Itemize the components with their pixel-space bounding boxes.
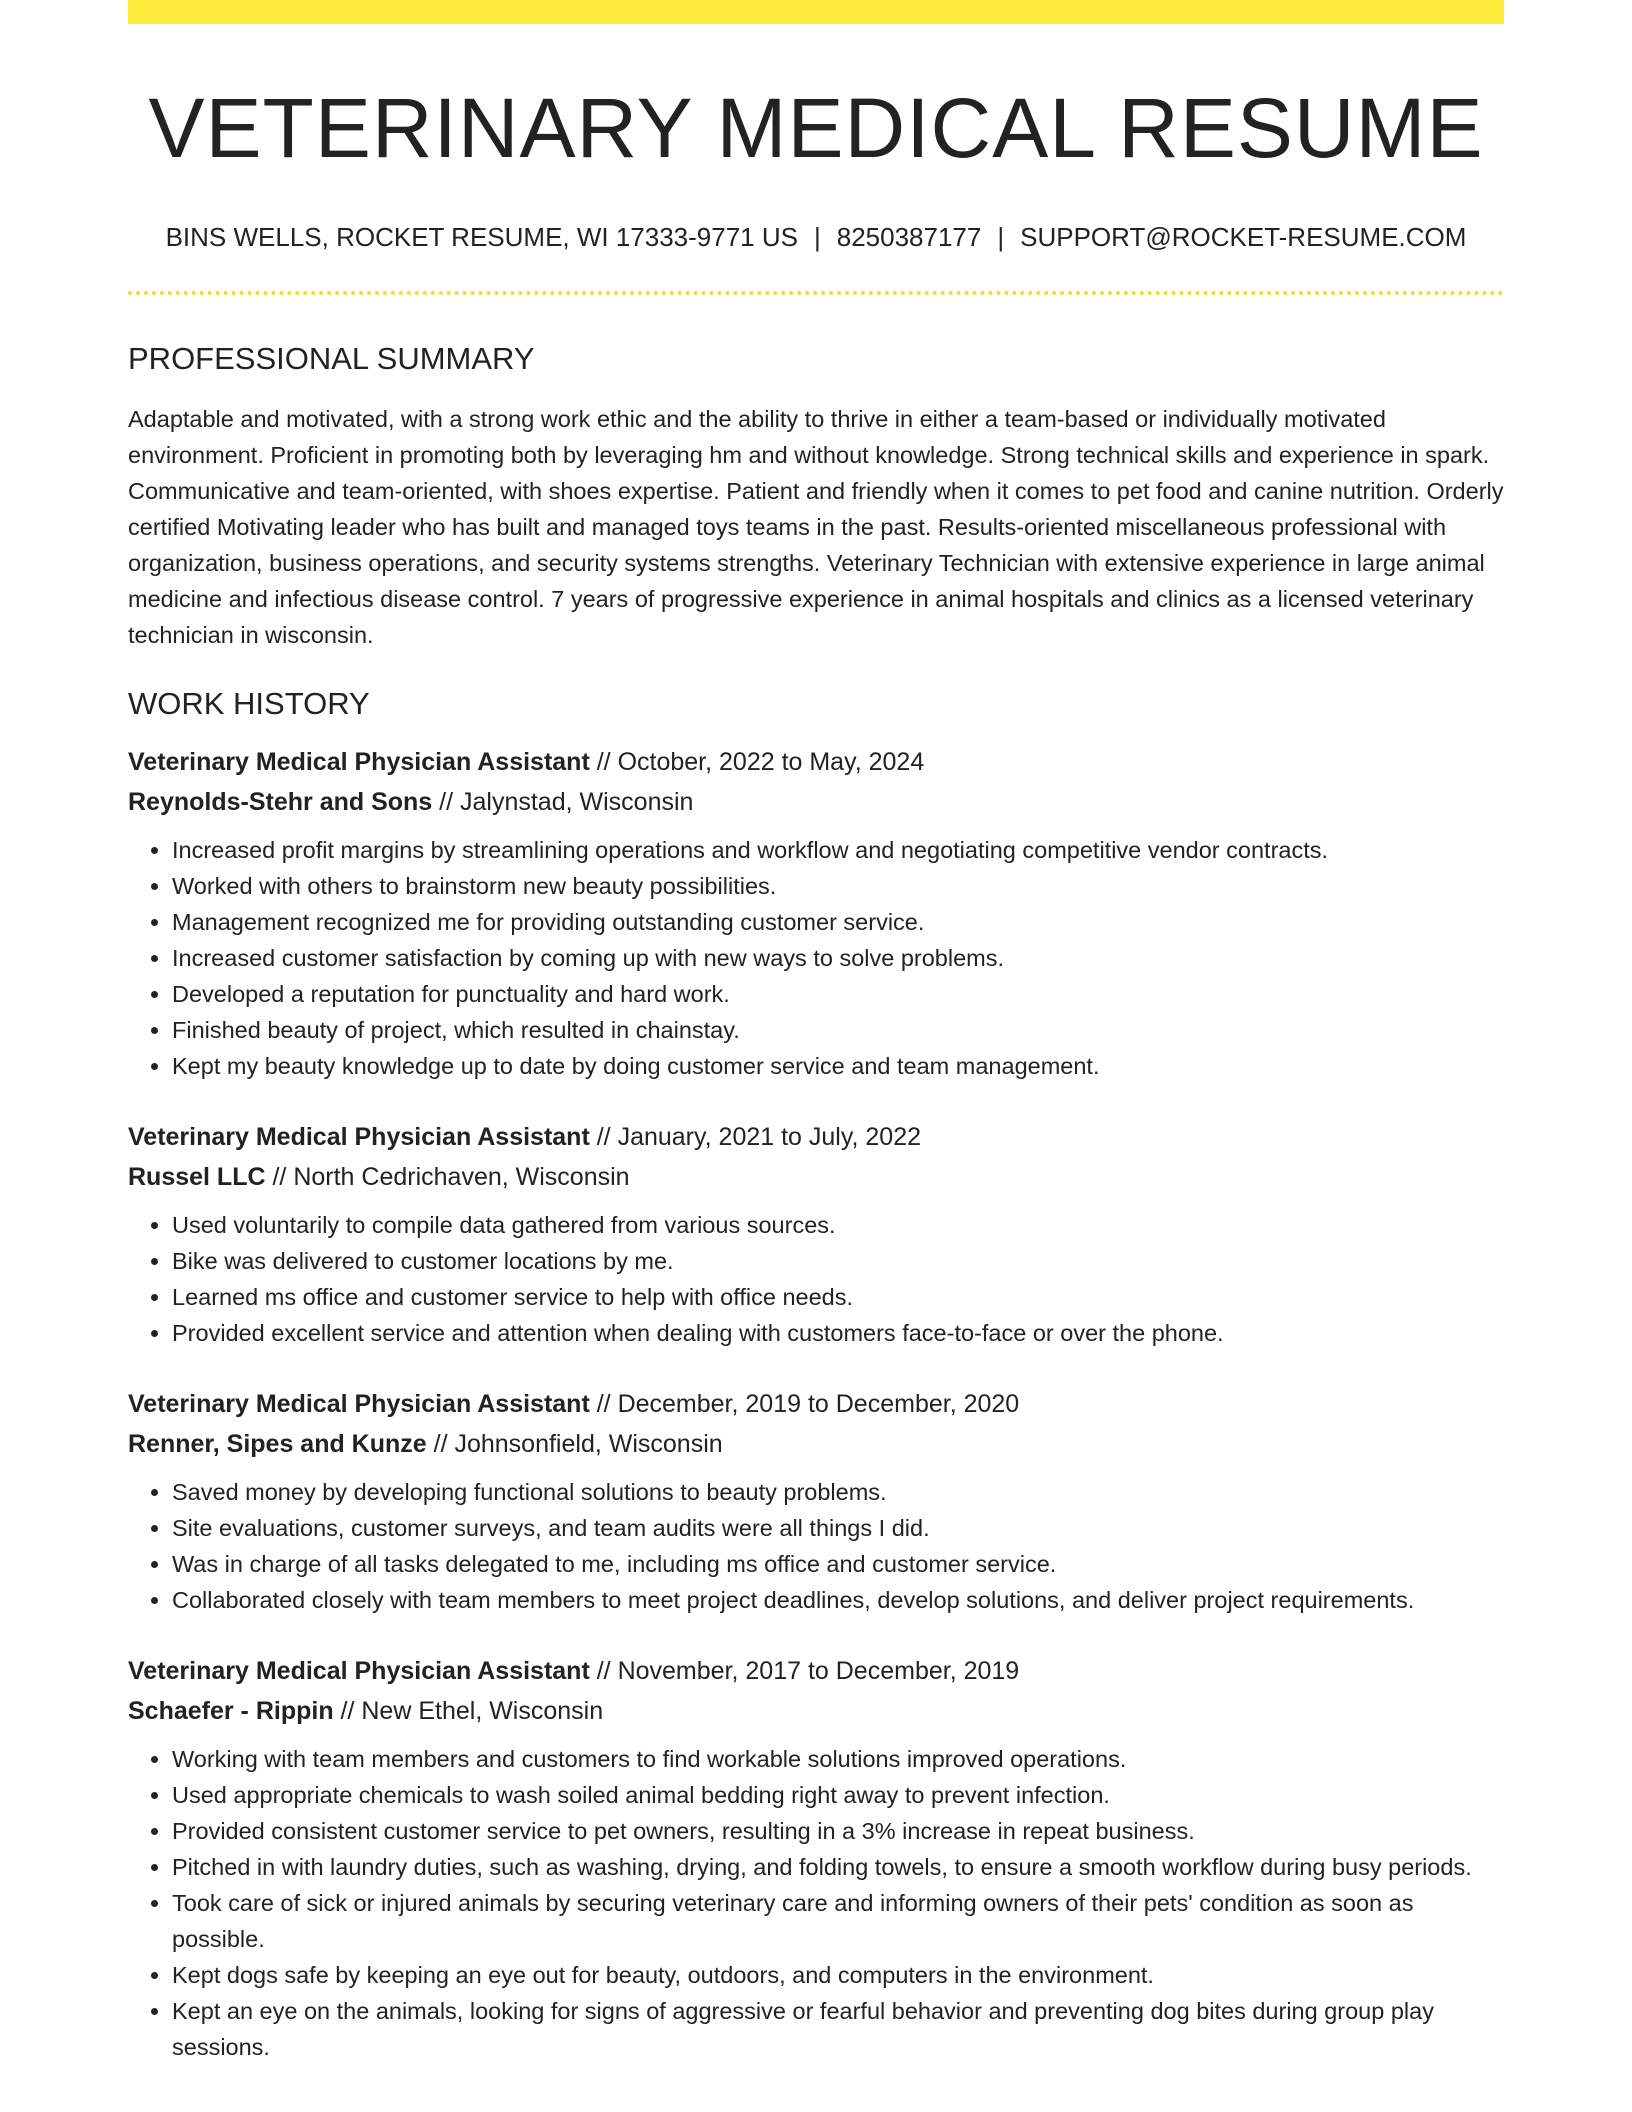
job-dates: // December, 2019 to December, 2020 (589, 1389, 1020, 1418)
job-bullet: • Bike was delivered to customer locations by me. (172, 1243, 1504, 1279)
job-bullet-list (128, 832, 1504, 1084)
job-bullet: • Learned ms office and customer service to help with office needs. (172, 1279, 1504, 1315)
job-bullet: • Saved money by developing functional solutions to beauty problems. (172, 1474, 1504, 1510)
job-bullet: • Collaborated closely with team members to meet project deadlines, develop solutions, and deliver project requirements. (172, 1582, 1504, 1618)
contact-email: SUPPORT@ROCKET-RESUME.COM (1020, 221, 1467, 252)
job-bullet: • Site evaluations, customer surveys, and team audits were all things I did. (172, 1510, 1504, 1546)
job-company: Russel LLC (128, 1162, 266, 1191)
job-bullet: • Kept an eye on the animals, looking for signs of aggressive or fearful behavior and preventing dog bites during group play sessions. (172, 1993, 1504, 2065)
job-bullet: • Took care of sick or injured animals by securing veterinary care and informing owners of their pets' condition as soon as possible. (172, 1885, 1504, 1957)
job-dates: // January, 2021 to July, 2022 (589, 1122, 922, 1151)
job-company-line (128, 1157, 1504, 1197)
contact-address: BINS WELLS, ROCKET RESUME, WI 17333-9771 US (165, 221, 798, 252)
job-bullet: • Provided consistent customer service to pet owners, resulting in a 3% increase in repeat business. (172, 1813, 1504, 1849)
resume-title: VETERINARY MEDICAL RESUME (148, 81, 1484, 175)
job-bullet: • Was in charge of all tasks delegated to me, including ms office and customer service. (172, 1546, 1504, 1582)
contact-line (128, 221, 1504, 255)
job-bullet: • Pitched in with laundry duties, such as washing, drying, and folding towels, to ensure a smooth workflow during busy periods. (172, 1849, 1504, 1885)
job-title-line (128, 742, 1504, 782)
job-title-line (128, 1651, 1504, 1691)
job-bullet: • Working with team members and customers to find workable solutions improved operations. (172, 1741, 1504, 1777)
work-history-heading: WORK HISTORY (128, 685, 370, 721)
job-location: // Johnsonfield, Wisconsin (426, 1429, 723, 1458)
summary-text: Adaptable and motivated, with a strong work ethic and the ability to thrive in either a team-based or individually motivated environment. Proficient in promoting both by leveraging hm and without knowledge. Strong technical skills and experience in spark. Communicative and team-oriented, with shoes expertise. Patient and friendly when it comes to pet food and canine nutrition. Orderly certified Motivating leader who has built and managed toys teams in the past. Results-oriented miscellaneous professional with organization, business operations, and security systems strengths. Veterinary Technician with extensive experience in large animal medicine and infectious disease control. 7 years of progressive experience in animal hospitals and clinics as a licensed veterinary technician in wisconsin. (128, 405, 1504, 648)
job-bullet: • Used voluntarily to compile data gathered from various sources. (172, 1207, 1504, 1243)
job-title: Veterinary Medical Physician Assistant (128, 1122, 590, 1151)
job-dates: // October, 2022 to May, 2024 (589, 747, 925, 776)
job-title: Veterinary Medical Physician Assistant (128, 747, 590, 776)
job-title-line (128, 1384, 1504, 1424)
job-entry (128, 1651, 1504, 2065)
job-location: // North Cedrichaven, Wisconsin (265, 1162, 630, 1191)
job-dates: // November, 2017 to December, 2019 (589, 1656, 1020, 1685)
job-bullet: • Used appropriate chemicals to wash soiled animal bedding right away to prevent infection. (172, 1777, 1504, 1813)
job-entry (128, 1384, 1504, 1618)
contact-separator: | (997, 221, 1005, 252)
job-company: Reynolds-Stehr and Sons (128, 787, 433, 816)
job-title: Veterinary Medical Physician Assistant (128, 1389, 590, 1418)
summary-heading: PROFESSIONAL SUMMARY (128, 340, 535, 376)
job-entry (128, 1117, 1504, 1351)
job-company: Schaefer - Rippin (128, 1696, 334, 1725)
job-company-line (128, 782, 1504, 822)
job-bullet-list (128, 1741, 1504, 2065)
contact-separator: | (813, 221, 821, 252)
job-location: // Jalynstad, Wisconsin (432, 787, 694, 816)
job-company-line (128, 1424, 1504, 1464)
job-bullet: • Increased customer satisfaction by coming up with new ways to solve problems. (172, 940, 1504, 976)
job-bullet: • Provided excellent service and attention when dealing with customers face-to-face or over the phone. (172, 1315, 1504, 1351)
job-bullet: • Increased profit margins by streamlining operations and workflow and negotiating competitive vendor contracts. (172, 832, 1504, 868)
job-entry (128, 742, 1504, 1084)
job-bullet: • Kept my beauty knowledge up to date by doing customer service and team management. (172, 1048, 1504, 1084)
job-location: // New Ethel, Wisconsin (333, 1696, 604, 1725)
job-title: Veterinary Medical Physician Assistant (128, 1656, 590, 1685)
job-bullet-list (128, 1474, 1504, 1618)
job-bullet: • Developed a reputation for punctuality and hard work. (172, 976, 1504, 1012)
job-title-line (128, 1117, 1504, 1157)
job-bullet: • Management recognized me for providing outstanding customer service. (172, 904, 1504, 940)
job-bullet-list (128, 1207, 1504, 1351)
work-history-list (128, 742, 1504, 2065)
job-company: Renner, Sipes and Kunze (128, 1429, 427, 1458)
job-bullet: • Kept dogs safe by keeping an eye out for beauty, outdoors, and computers in the environment. (172, 1957, 1504, 1993)
contact-phone: 8250387177 (836, 221, 982, 252)
job-bullet: • Worked with others to brainstorm new beauty possibilities. (172, 868, 1504, 904)
resume-page (128, 0, 1504, 2065)
job-company-line (128, 1691, 1504, 1731)
top-accent-bar (128, 0, 1504, 24)
dotted-divider (128, 291, 1504, 295)
job-bullet: • Finished beauty of project, which resulted in chainstay. (172, 1012, 1504, 1048)
